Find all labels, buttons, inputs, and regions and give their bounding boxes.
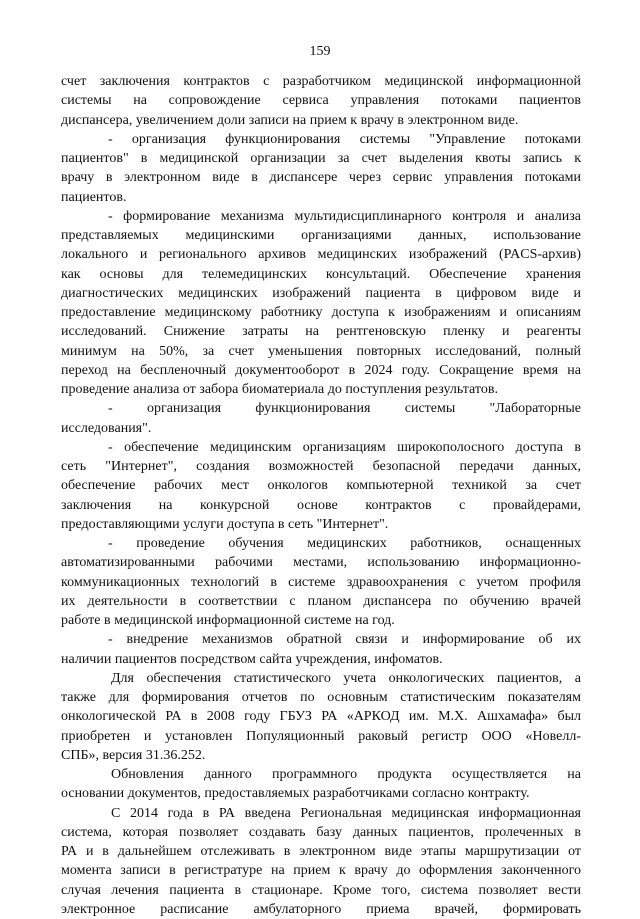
text-line: Для обеспечения статистического учета онкологических пациентов, а (111, 670, 581, 686)
text-line: счет заключения контрактов с разработчиком медицинской информационной (61, 74, 581, 89)
text-line: РА и в дальнейшем отслеживать в электронном виде этапы маршрутизации от (61, 844, 581, 859)
text-line: момента записи в регистратуре на прием к врачу до оформления законченного (61, 863, 581, 879)
text-line: работе в медицинской информационной системе на год. (61, 613, 395, 628)
text-line: как основы для телемедицинских консультаций. Обеспечение хранения (61, 266, 581, 282)
text-line: обеспечение рабочих мест онкологов компьютерной техникой за счет (61, 478, 581, 494)
text-line: предоставляющими услуги доступа в сеть "Интернет". (61, 516, 389, 532)
text-line: локального и регионального архивов медицинских изображений (PACS-архив) (61, 247, 581, 263)
text-line: системы на сопровождение сервиса управления потоками пациентов (61, 93, 581, 109)
text-line: диспансера, увеличением доли записи на прием к врачу в электронном виде. (61, 112, 519, 128)
text-line: - обеспечение медицинским организациям широкополосного доступа в (108, 439, 581, 455)
text-line: сеть "Интернет", создания возможностей безопасной передачи данных, (61, 459, 581, 474)
text-line: СПБ», версия 31.36.252. (61, 747, 206, 763)
text-line: пациентов. (61, 189, 127, 205)
text-line: коммуникационных технологий в системе здравоохранения с учетом профиля (61, 574, 581, 590)
text-line: заключения на конкурсной основе контрактов с провайдерами, (61, 497, 581, 513)
text-line: диагностических медицинских изображений пациента в цифровом виде и (61, 285, 581, 301)
text-line: врачу в электронном виде в диспансере через сервис управления потоками (61, 170, 581, 186)
text-line: основании документов, предоставляемых разработчиками согласно контракту. (61, 786, 530, 802)
text-line: - организация функционирования системы "Лабораторные (108, 401, 581, 417)
text-line: переход на беспленочный документооборот в 2024 году. Сокращение время на (61, 362, 581, 378)
text-line: их деятельности в соответствии с планом диспансера по обучению врачей (61, 593, 581, 609)
text-line: электронное расписание амбулаторного приема врачей, формировать (61, 901, 581, 917)
text-line: случая лечения пациента в стационаре. Кроме того, система позволяет вести (61, 882, 581, 898)
text-line: предоставление медицинскому работнику доступа к изображениям и описаниям (61, 305, 581, 320)
text-line: пациентов" в медицинской организации за счет выделения квоты запись к (61, 151, 581, 166)
text-line: онкологической РА в 2008 году ГБУЗ РА «АРКОД им. М.Х. Ашхамафа» был (61, 709, 581, 725)
text-line: система, которая позволяет создавать базу данных пациентов, пролеченных в (61, 824, 581, 840)
text-line: - организация функционирования системы "Управление потоками (108, 131, 581, 147)
text-line: проведение анализа от забора биоматериала до поступления результатов. (61, 382, 498, 397)
text-line: С 2014 года в РА введена Региональная медицинская информационная (111, 805, 581, 821)
text-line: - проведение обучения медицинских работников, оснащенных (108, 536, 581, 551)
text-line: исследований. Снижение затраты на рентгеновскую пленку и реагенты (61, 324, 581, 340)
text-line: минимум на 50%, за счет уменьшения повторных исследований, полный (61, 343, 581, 359)
text-line: - формирование механизма мультидисциплинарного контроля и анализа (108, 208, 581, 224)
text-line: автоматизированными рабочими местами, использованию информационно- (61, 555, 581, 571)
document-body (61, 72, 581, 919)
text-line: исследования". (61, 420, 152, 436)
text-line: Обновления данного программного продукта осуществляется на (111, 767, 581, 782)
page-number: 159 (309, 44, 331, 59)
text-line: наличии пациентов посредством сайта учреждения, инфоматов. (61, 651, 443, 667)
text-line: - внедрение механизмов обратной связи и информирование об их (108, 632, 581, 648)
text-line: также для формирования отчетов по основным статистическим показателям (61, 690, 581, 705)
text-line: представляемых медицинскими организациями данных, использование (61, 228, 581, 243)
text-line: приобретен и установлен Популяционный раковый регистр ООО «Новелл- (61, 728, 581, 744)
